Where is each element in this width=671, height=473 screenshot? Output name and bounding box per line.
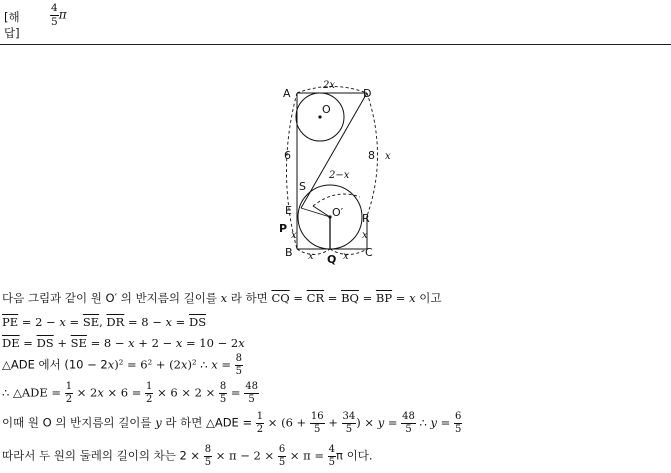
segment-eo [301,208,330,217]
solution-line-5: ∴ △ADE = $\frac{1}{2}$ × 2x × 6 = $\frac{1}{2}$ × 6 × 2 × $\frac{8}{5}$ = $\frac{48}{5}$ [2,381,258,405]
solution-line-4: △ADE 에서 (10 − 2x)² = 6² + (2x)² ∴ x = $\frac{8}{5}$ [2,353,243,377]
label-e: E [285,204,292,217]
answer-denominator: 5 [51,15,58,28]
label-r: R [362,212,370,225]
label-o: O [322,103,331,116]
label-d: D [363,87,372,100]
answer-pi: π [58,7,67,22]
label-q: Q [327,253,337,266]
arc-left-6 [287,93,298,249]
answer-label: [해답] [4,10,20,40]
length-rc: x [362,230,368,241]
label-s: S [299,180,306,193]
label-c: C [365,246,373,259]
length-pb: x [291,230,297,241]
label-a: A [283,87,291,100]
answer-value [50,3,67,27]
solution-line-3: $\overline{DE} = \overline{DS} + \overline{SE} = 8 - x + 2 - x = 10 - 2x$ [2,336,245,350]
figure-svg [270,76,410,266]
length-right: 8 [368,149,375,162]
radius-os [313,206,330,217]
length-bottom-right: x [343,251,349,262]
length-right-x: x [385,151,391,162]
solution-line-6: 이때 원 O 의 반지름의 길이를 y 라 하면 △ADE = $\frac{1}{2}$ × (6 + $\frac{16}{5}$ + $\frac{34}{5}$ ) × y = $\frac{48}{5}$ ∴ y = $\frac{6}{5}$ [2,411,462,435]
length-bottom-left: x [308,251,314,262]
length-top: 2x [323,80,336,91]
geometry-figure [270,76,410,266]
answer-numerator: 4 [51,2,58,14]
label-o-prime: O′ [332,206,344,219]
segment-de [301,93,367,208]
label-p: P [279,222,288,235]
label-b: B [285,246,293,259]
divider [0,44,671,45]
answer-fraction [50,3,59,27]
length-left: 6 [284,149,291,162]
solution-line-2: $\overline{PE} = 2 - x = \overline{SE}$, $\overline{DR} = 8 - x = \overline{DS}$ [2,315,207,329]
arc-chord [313,194,360,206]
length-chord: 2−x [329,170,350,181]
solution-line-1: 다음 그림과 같이 원 O′ 의 반지름의 길이를 x 라 하면 $\overline{CQ} = \overline{CR} = \overline{BQ} = \overline{BP} = x$ 이고 [2,291,442,305]
solution-line-7: 따라서 두 원의 둘레의 길이의 차는 2 × $\frac{8}{5}$ × π − 2 × $\frac{6}{5}$ × π = $\frac{4}{5}$ π 이다. [2,444,373,468]
